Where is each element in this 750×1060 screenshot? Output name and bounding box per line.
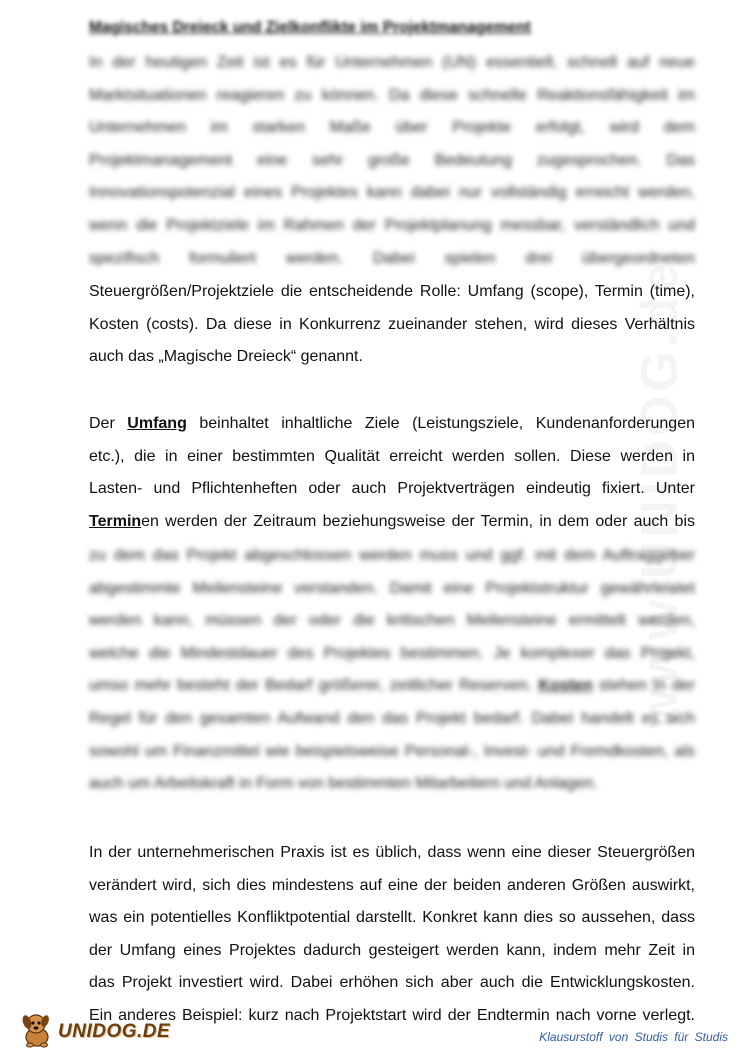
- text-line: etc.), die in einer bestimmten Qualität erreicht werden sollen. Diese werden in: [89, 447, 695, 465]
- text-line: In der heutigen Zeit ist es für Unternehmen (UN) essentiell, schnell auf neue: [89, 54, 695, 71]
- text-fragment: Der: [89, 415, 128, 432]
- paragraph-1-blurred: [89, 47, 695, 275]
- keyword-umfang: Umfang: [127, 415, 187, 432]
- text-line: spezifisch formuliert werden. Dabei spielen drei übergeordneten: [89, 249, 695, 267]
- paragraph-2-clear: [89, 408, 695, 538]
- footer-brand: UNIDOG.DE: [58, 1021, 171, 1042]
- text-line: auch um Arbeitskraft in Form von bestimmten Mitarbeitern und Anlagen.: [89, 775, 598, 793]
- text-line: das Projekt investiert wird. Dabei erhöhen sich aber auch die Entwicklungskosten.: [89, 974, 695, 992]
- footer-logo: [20, 1012, 170, 1052]
- text-fragment: en werden der Zeitraum beziehungsweise der Termin, in dem oder auch bis: [141, 512, 695, 530]
- text-fragment: stehen in der: [592, 677, 696, 695]
- text-line: Innovationspotenzial eines Projektes kann dabei nur vollständig erreicht werden,: [89, 184, 695, 202]
- keyword-termin: Termin: [89, 512, 142, 530]
- paragraph-1-clear: [89, 276, 695, 374]
- text-line: Marktsituationen reagieren zu können. Da diese schnelle Reaktionsfähigkeit im: [89, 86, 695, 104]
- text-line: In der unternehmerischen Praxis ist es üblich, dass wenn eine dieser Steuergrößen: [89, 844, 695, 861]
- paragraph-2-blurred: [89, 540, 695, 801]
- text-line: welche die Mindestdauer des Projektes bestimmen. Je komplexer das Projekt,: [89, 644, 695, 662]
- text-line: Projektmanagement eine sehr große Bedeutung zugesprochen. Das: [89, 151, 695, 169]
- keyword-kosten: Kosten: [538, 677, 593, 695]
- paragraph-3: [89, 837, 695, 1033]
- text-line: was ein potentielles Konfliktpotential darstellt. Konkret kann dies so aussehen, dass: [89, 909, 695, 927]
- text-fragment: beinhaltet inhaltliche Ziele (Leistungsziele, Kundenanforderungen: [186, 415, 695, 432]
- text-line: [89, 408, 695, 441]
- text-line: [89, 670, 695, 703]
- text-line: Steuergrößen/Projektziele die entscheidende Rolle: Umfang (scope), Termin (time),: [89, 283, 695, 300]
- text-line: Regel für den gesamten Aufwand den das Projekt bedarf. Dabei handelt es sich: [89, 709, 695, 727]
- text-line: der Umfang eines Projektes dadurch gesteigert werden kann, indem mehr Zeit in: [89, 941, 695, 959]
- text-line: Kosten (costs). Da diese in Konkurrenz zueinander stehen, wird dieses Verhältnis: [89, 315, 695, 333]
- text-line: auch das „Magische Dreieck“ genannt.: [89, 348, 363, 366]
- text-line: [89, 506, 695, 539]
- text-line: sowohl um Finanzmittel wie beispielsweise Personal-, Invest- und Fremdkosten, als: [89, 742, 695, 760]
- footer-tagline: Klausurstoff von Studis für Studis: [539, 1030, 728, 1044]
- document-title-block: [89, 12, 695, 45]
- text-line: verändert wird, sich dies mindestens auf eine der beiden anderen Größen auswirkt,: [89, 876, 695, 894]
- text-line: zu dem das Projekt abgeschlossen werden muss und ggf. mit dem Auftraggeber: [89, 547, 695, 564]
- text-line: abgestimmte Meilensteine verstanden. Damit eine Projektstruktur gewährleistet: [89, 579, 695, 597]
- text-fragment: umso mehr besteht der Bedarf größerer, zeitlicher Reserven.: [89, 677, 539, 695]
- text-line: Ein anderes Beispiel: kurz nach Projektstart wird der Endtermin nach vorne verlegt.: [89, 1006, 695, 1024]
- document-title: Magisches Dreieck und Zielkonflikte im Projektmanagement: [89, 19, 531, 36]
- text-line: Unternehmen im starken Maße über Projekte erfolgt, wird dem: [89, 119, 695, 137]
- watermark: [630, 260, 690, 729]
- text-line: werden kann, müssen der oder die kritischen Meilensteine ermittelt werden,: [89, 612, 695, 630]
- text-line: wenn die Projektziele im Rahmen der Projektplanung messbar, verständlich und: [89, 216, 695, 234]
- text-line: Lasten- und Pflichtenheften oder auch Projektverträgen eindeutig fixiert. Unter: [89, 480, 695, 498]
- dog-mascot-icon: [20, 1011, 54, 1054]
